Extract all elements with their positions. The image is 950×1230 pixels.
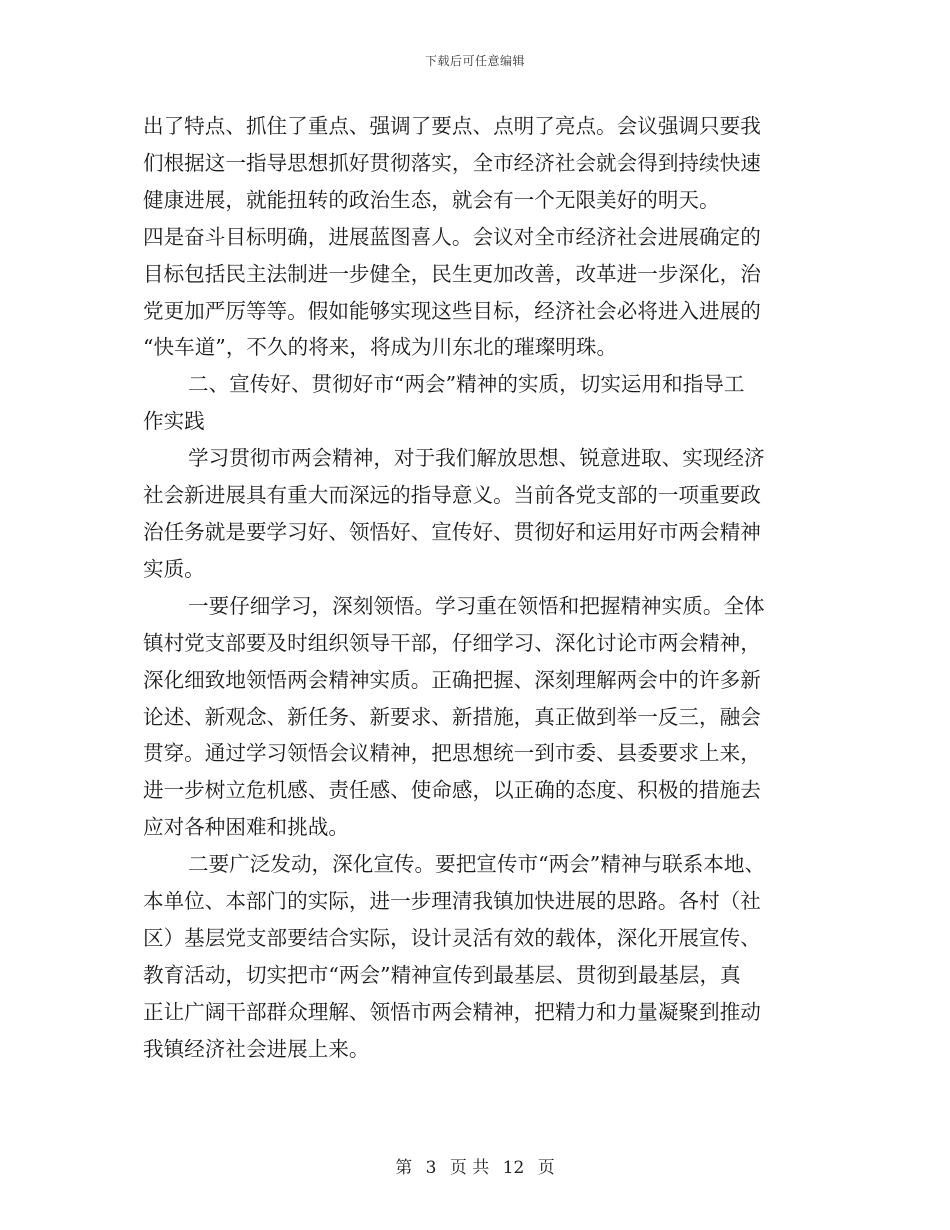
text-line: 治任务就是要学习好、领悟好、宣传好、贯彻好和运用好市两会精神 — [143, 519, 761, 544]
page-label-middle: 页 共 — [449, 1158, 490, 1178]
text-line: 本单位、本部门的实际，进一步理清我镇加快进展的思路。各村（社 — [143, 889, 761, 914]
text-line: 应对各种困难和挑战。 — [143, 815, 349, 840]
text-line: 社会新进展具有重大而深远的指导意义。当前各党支部的一项重要政 — [143, 483, 761, 508]
text-line: 目标包括民主法制进一步健全，民生更加改善，改革进一步深化，治 — [143, 261, 761, 286]
text-line: 镇村党支部要及时组织领导干部，仔细学习、深化讨论市两会精神， — [143, 630, 761, 655]
text-line: 教育活动，切实把市“两会”精神宣传到最基层、贯彻到最基层，真 — [143, 962, 741, 987]
text-line: 二要广泛发动，深化宣传。要把宣传市“两会”精神与联系本地、 — [188, 852, 766, 877]
text-line: 实质。 — [143, 556, 205, 581]
current-page-number: 3 — [425, 1158, 437, 1178]
text-line: 论述、新观念、新任务、新要求、新措施，真正做到举一反三，融会 — [143, 704, 761, 729]
text-line: “快车道”，不久的将来，将成为川东北的璀璨明珠。 — [143, 335, 618, 360]
page-footer — [0, 1153, 950, 1178]
page-label-suffix: 页 — [537, 1158, 555, 1178]
text-line: 出了特点、抓住了重点、强调了要点、点明了亮点。会议强调只要我 — [143, 114, 761, 138]
text-line: 们根据这一指导思想抓好贯彻落实，全市经济社会就会得到持续快速 — [143, 150, 761, 175]
text-line: 四是奋斗目标明确，进展蓝图喜人。会议对全市经济社会进展确定的 — [143, 224, 761, 249]
page-label-prefix: 第 — [395, 1158, 413, 1178]
total-page-count: 12 — [502, 1158, 525, 1178]
text-line: 一要仔细学习，深刻领悟。学习重在领悟和把握精神实质。全体 — [188, 593, 765, 618]
text-line: 健康进展，就能扭转的政治生态，就会有一个无限美好的明天。 — [143, 187, 720, 212]
section-heading: 二、宣传好、贯彻好市“两会”精神的实质，切实运用和指导工 — [188, 372, 745, 397]
document-body — [143, 108, 811, 1068]
section-heading-continuation: 作实践 — [143, 409, 205, 434]
text-line: 党更加严厉等等。假如能够实现这些目标，经济社会必将进入进展的 — [143, 298, 761, 323]
text-line: 深化细致地领悟两会精神实质。正确把握、深刻理解两会中的许多新 — [143, 667, 761, 692]
text-line: 我镇经济社会进展上来。 — [143, 1036, 370, 1061]
text-line: 学习贯彻市两会精神，对于我们解放思想、锐意进取、实现经济 — [188, 446, 765, 471]
text-line: 贯穿。通过学习领悟会议精神，把思想统一到市委、县委要求上来， — [143, 741, 761, 766]
text-line: 进一步树立危机感、责任感、使命感，以正确的态度、积极的措施去 — [143, 778, 761, 803]
page-header: 下载后可任意编辑 — [424, 54, 525, 68]
text-line: 区）基层党支部要结合实际，设计灵活有效的载体，深化开展宣传、 — [143, 925, 761, 950]
text-line: 正让广阔干部群众理解、领悟市两会精神，把精力和力量凝聚到推动 — [143, 999, 761, 1024]
